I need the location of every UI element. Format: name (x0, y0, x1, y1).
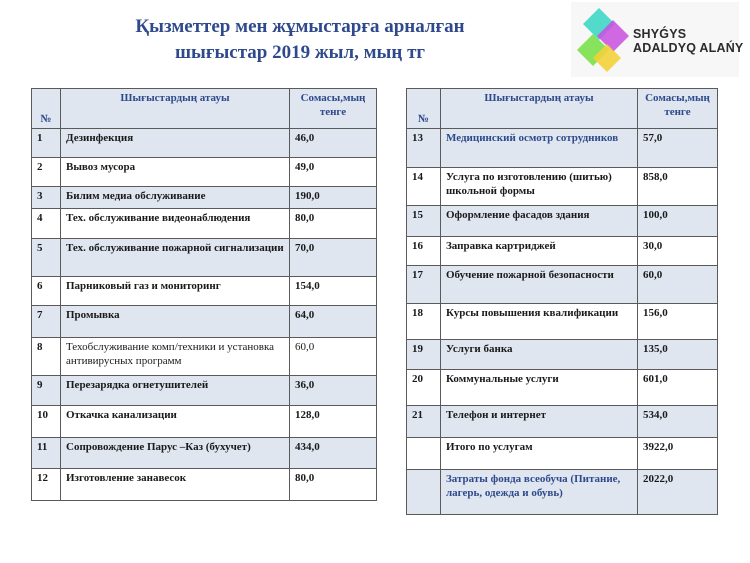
table-row (32, 338, 377, 376)
table-row (32, 129, 377, 158)
table-row (32, 187, 377, 209)
row-amount: 57,0 (638, 129, 718, 168)
row-name: Курсы повышения квалификации (441, 304, 638, 340)
row-amount: 154,0 (290, 277, 377, 306)
row-name: Техобслуживание комп/техники и установка антивирусных программ (61, 338, 290, 376)
table-row (32, 239, 377, 277)
logo (571, 2, 744, 77)
row-amount: 80,0 (290, 469, 377, 501)
row-name: Вывоз мусора (61, 158, 290, 187)
page-title (40, 14, 560, 66)
row-amount: 60,0 (638, 266, 718, 304)
row-number: 20 (407, 370, 441, 406)
row-name: Парниковый газ и мониторинг (61, 277, 290, 306)
table-row (32, 209, 377, 239)
row-number: 17 (407, 266, 441, 304)
header-num: № (32, 89, 61, 129)
row-number: 1 (32, 129, 61, 158)
logo-mark-icon (577, 8, 633, 72)
row-amount: 601,0 (638, 370, 718, 406)
row-amount: 534,0 (638, 406, 718, 438)
row-number: 2 (32, 158, 61, 187)
row-amount: 858,0 (638, 168, 718, 206)
row-name: Тех. обслуживание пожарной сигнализации (61, 239, 290, 277)
row-name: Итого по услугам (441, 438, 638, 470)
row-number: 10 (32, 406, 61, 438)
logo-line-1: SHYǴYS (633, 27, 687, 41)
table-row (32, 158, 377, 187)
row-name: Откачка канализации (61, 406, 290, 438)
row-amount: 135,0 (638, 340, 718, 370)
table-row (407, 129, 718, 168)
row-amount: 60,0 (290, 338, 377, 376)
row-number: 5 (32, 239, 61, 277)
row-name: Заправка картриджей (441, 237, 638, 266)
logo-line-2: ADALDYQ ALAŃY (633, 41, 744, 55)
row-number: 14 (407, 168, 441, 206)
table-row (407, 206, 718, 237)
row-name: Промывка (61, 306, 290, 338)
row-number: 12 (32, 469, 61, 501)
header-name: Шығыстардың атауы (441, 89, 638, 129)
row-name: Телефон и интернет (441, 406, 638, 438)
table-row (32, 376, 377, 406)
table-row (32, 306, 377, 338)
table-row (407, 438, 718, 470)
row-amount: 30,0 (638, 237, 718, 266)
header-amount: Сомасы,мың тенге (638, 89, 718, 129)
header-name: Шығыстардың атауы (61, 89, 290, 129)
row-number: 21 (407, 406, 441, 438)
row-name: Сопровождение Парус –Каз (бухучет) (61, 438, 290, 469)
row-number: 18 (407, 304, 441, 340)
row-number (407, 470, 441, 515)
row-amount: 49,0 (290, 158, 377, 187)
row-amount: 64,0 (290, 306, 377, 338)
row-name: Затраты фонда всеобуча (Питание, лагерь, одежда и обувь) (441, 470, 638, 515)
row-name: Обучение пожарной безопасности (441, 266, 638, 304)
header-amount: Сомасы,мың тенге (290, 89, 377, 129)
row-amount: 70,0 (290, 239, 377, 277)
row-name: Оформление фасадов здания (441, 206, 638, 237)
row-number: 15 (407, 206, 441, 237)
table-row (407, 237, 718, 266)
row-number: 6 (32, 277, 61, 306)
row-number: 19 (407, 340, 441, 370)
row-number (407, 438, 441, 470)
table-row (32, 469, 377, 501)
logo-text (633, 27, 743, 55)
row-amount: 156,0 (638, 304, 718, 340)
row-amount: 36,0 (290, 376, 377, 406)
row-amount: 2022,0 (638, 470, 718, 515)
row-amount: 80,0 (290, 209, 377, 239)
table-row (407, 370, 718, 406)
row-amount: 46,0 (290, 129, 377, 158)
row-name: Изготовление занавесок (61, 469, 290, 501)
expenses-table-left (31, 88, 377, 501)
row-name: Дезинфекция (61, 129, 290, 158)
table-row (407, 470, 718, 515)
row-name: Билим медиа обслуживание (61, 187, 290, 209)
row-number: 13 (407, 129, 441, 168)
row-number: 3 (32, 187, 61, 209)
table-row (407, 406, 718, 438)
row-amount: 434,0 (290, 438, 377, 469)
row-number: 7 (32, 306, 61, 338)
row-name: Тех. обслуживание видеонаблюдения (61, 209, 290, 239)
row-number: 9 (32, 376, 61, 406)
row-number: 16 (407, 237, 441, 266)
table-header-row (32, 89, 377, 129)
row-number: 11 (32, 438, 61, 469)
header-num: № (407, 89, 441, 129)
row-name: Перезарядка огнетушителей (61, 376, 290, 406)
row-amount: 100,0 (638, 206, 718, 237)
row-number: 4 (32, 209, 61, 239)
row-amount: 3922,0 (638, 438, 718, 470)
title-line-1: Қызметтер мен жұмыстарға арналған (135, 16, 465, 37)
row-name: Услуги банка (441, 340, 638, 370)
row-name: Медицинский осмотр сотрудников (441, 129, 638, 168)
row-number: 8 (32, 338, 61, 376)
row-name: Коммунальные услуги (441, 370, 638, 406)
row-amount: 128,0 (290, 406, 377, 438)
table-header-row (407, 89, 718, 129)
row-name: Услуга по изготовлению (шитью) школьной формы (441, 168, 638, 206)
expenses-table-right (406, 88, 718, 515)
table-row (32, 277, 377, 306)
table-row (407, 340, 718, 370)
row-amount: 190,0 (290, 187, 377, 209)
table-row (407, 266, 718, 304)
table-row (407, 168, 718, 206)
table-row (32, 406, 377, 438)
table-row (32, 438, 377, 469)
title-line-2: шығыстар 2019 жыл, мың тг (174, 42, 426, 63)
table-row (407, 304, 718, 340)
